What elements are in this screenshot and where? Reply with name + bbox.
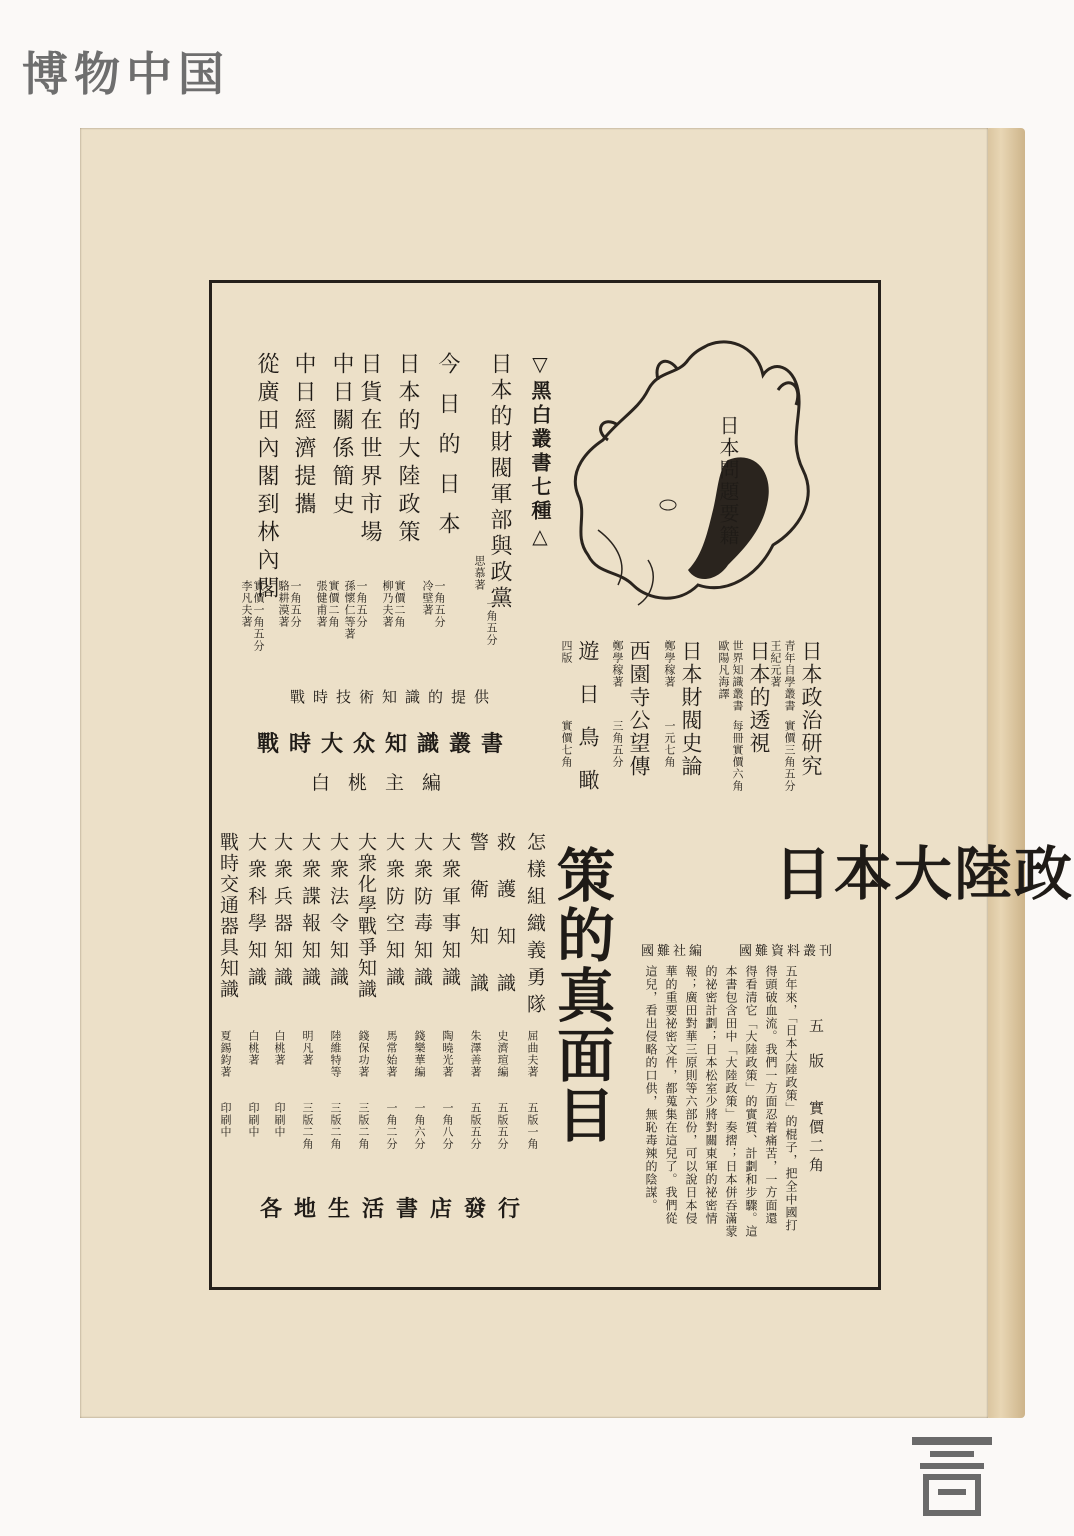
wartime-book-price: 一角八分 <box>441 1102 454 1150</box>
heibai-book-title: 日本的財閥軍部與政黨 <box>487 352 512 612</box>
wartime-series-title: 戰時大众知識叢書 <box>256 731 513 757</box>
heibai-book-author: 思慕著 <box>473 555 486 591</box>
wartime-book-author: 馬常始著 <box>385 1030 398 1078</box>
wartime-book-price: 三版二角 <box>357 1102 370 1150</box>
wartime-book-title: 大衆兵器知識 <box>271 832 293 994</box>
japan-book-note: 世界知識叢書 <box>731 640 744 712</box>
wartime-book-author: 明凡著 <box>301 1030 314 1066</box>
wartime-book-author: 史濟瑄編 <box>496 1030 509 1078</box>
featured-title-line1: 日本大陸政 <box>774 840 1074 908</box>
wartime-book-author: 錢樂華編 <box>413 1030 426 1078</box>
heibai-book-price: 一角五分 <box>355 580 368 628</box>
heibai-book-title: 從廣田內閣到林內閣 <box>254 352 279 604</box>
heibai-book-title: 中日關係簡史 <box>329 352 354 520</box>
wartime-book-price: 一角六分 <box>413 1102 426 1150</box>
heibai-book-price: 實價二角 <box>327 580 340 628</box>
wartime-book-title: 大衆防毒知識 <box>411 832 433 994</box>
heibai-book-price: 一角五分 <box>485 598 498 646</box>
japan-book-note: 青年自學叢書 <box>783 640 796 712</box>
japan-book-note: 歐陽凡海譯 <box>717 640 730 700</box>
japan-book-note: 四版 <box>560 640 573 664</box>
japan-book-price: 一元七角 <box>663 720 676 768</box>
wartime-book-price: 五版一角 <box>526 1102 539 1150</box>
wartime-book-title: 大衆諜報知識 <box>299 832 321 994</box>
heibai-book-title: 日貨在世界市場 <box>357 352 382 548</box>
heibai-book-price: 一角五分 <box>289 580 302 628</box>
japan-book-title: 遊日鳥瞰 <box>576 640 600 812</box>
wartime-book-title: 大衆法令知識 <box>327 832 349 994</box>
wartime-book-author: 夏錫鈞著 <box>219 1030 232 1078</box>
wartime-book-price: 三版二角 <box>329 1102 342 1150</box>
wartime-tagline: 戰時技術知識的提供 <box>290 688 498 706</box>
wartime-book-title: 救護知識 <box>494 832 516 1020</box>
heibai-book-title: 今日的日本 <box>435 352 460 552</box>
wartime-book-price: 五版五分 <box>469 1102 482 1150</box>
heibai-book-author: 駱耕漠著 <box>277 580 290 628</box>
heibai-book-title: 中日經濟提攜 <box>291 352 316 520</box>
heibai-book-author: 張健甫著 <box>315 580 328 628</box>
featured-series: 國難資料叢刊 <box>738 944 835 959</box>
heibai-book-price: 一角五分 <box>433 580 446 628</box>
featured-title-line2: 策的真面目 <box>547 845 615 1145</box>
wartime-book-price: 印刷中 <box>273 1102 286 1138</box>
japan-book-title: 日本財閥史論 <box>679 640 703 778</box>
wartime-book-price: 印刷中 <box>247 1102 260 1138</box>
japan-book-title: 日本政治研究 <box>799 640 823 778</box>
map-label: 日本問題要籍 <box>716 415 740 547</box>
heibai-book-author: 李凡夫著 <box>240 580 253 628</box>
wartime-book-title: 怎樣組織義勇隊 <box>524 832 546 1021</box>
heibai-book-price: 實價一角五分 <box>252 580 265 652</box>
wartime-book-title: 戰時交通器具知識 <box>217 832 239 1000</box>
watermark: 博物中国 <box>22 47 230 101</box>
featured-blurb-line: 本書包含田中「大陸政策」奏摺；日本併吞滿蒙 <box>724 965 738 1238</box>
wartime-book-title: 大衆防空知識 <box>383 832 405 994</box>
japan-book-title: 日本的透視 <box>747 640 771 755</box>
heibai-series-title: ▽黑白叢書七種△ <box>528 352 552 552</box>
wartime-book-price: 五版五分 <box>496 1102 509 1150</box>
wartime-book-price: 一角二分 <box>385 1102 398 1150</box>
wartime-book-price: 印刷中 <box>219 1102 232 1138</box>
wartime-book-author: 屈曲夫著 <box>526 1030 539 1078</box>
heibai-book-title: 日本的大陸政策 <box>395 352 420 548</box>
heibai-book-author: 柳乃夫著 <box>381 580 394 628</box>
wartime-book-title: 大衆軍事知識 <box>439 832 461 994</box>
heibai-book-price: 實價二角 <box>393 580 406 628</box>
adjacent-page-edge <box>985 128 1025 1418</box>
wartime-book-author: 陶曉光著 <box>441 1030 454 1078</box>
featured-blurb-line: 報；廣田對華三原則等六部份，可以說日本侵 <box>684 965 698 1225</box>
wartime-book-title: 警衛知識 <box>467 832 489 1020</box>
heibai-book-author: 孫懷仁等著 <box>343 580 356 640</box>
featured-blurb-line: 得看清它「大陸政策」的實質、計劃和步驟。這 <box>744 965 758 1238</box>
featured-edition: 五版 <box>807 1018 825 1088</box>
wartime-editor: 白桃主編 <box>310 772 459 794</box>
wartime-book-author: 錢保功著 <box>357 1030 370 1078</box>
japan-book-title: 西園寺公望傳 <box>627 640 651 778</box>
featured-blurb-line: 的祕密計劃；日本松室少將對關東軍的祕密情 <box>704 965 718 1225</box>
japan-book-price: 實價七角 <box>560 720 573 768</box>
wartime-book-title: 大衆化學戰爭知識 <box>355 832 377 1000</box>
wartime-book-price: 三版二角 <box>301 1102 314 1150</box>
featured-blurb-line: 五年來，「日本大陸政策」的棍子，把全中國打 <box>784 965 798 1232</box>
featured-blurb-line: 得頭破血流。我們一方面忍着痛苦，一方面還 <box>764 965 778 1225</box>
wartime-book-title: 大衆科學知識 <box>245 832 267 994</box>
wartime-book-author: 陸維特等 <box>329 1030 342 1078</box>
featured-blurb-line: 華的重要祕密文件，都蒐集在這兒了。我們從 <box>664 965 678 1225</box>
japan-book-price: 每冊實價六角 <box>731 720 744 792</box>
wartime-book-author: 白桃著 <box>273 1030 286 1066</box>
publisher-line: 各地生活書店發行 <box>260 1196 533 1222</box>
japan-book-note: 王紀元著 <box>769 640 782 688</box>
featured-editor: 國難社編 <box>640 944 705 959</box>
japan-book-note: 鄭學稼著 <box>663 640 676 688</box>
museum-logo-icon <box>902 1425 1002 1525</box>
featured-price: 實價二角 <box>807 1100 825 1176</box>
japan-book-price: 三角五分 <box>611 720 624 768</box>
wartime-book-author: 朱澤善著 <box>469 1030 482 1078</box>
japan-book-price: 實價三角五分 <box>783 720 796 792</box>
wartime-book-author: 白桃著 <box>247 1030 260 1066</box>
heibai-book-author: 冷壁著 <box>421 580 434 616</box>
featured-blurb-line: 這兒，看出侵略的口供，無恥毒辣的陰謀。 <box>644 965 658 1212</box>
japan-book-note: 鄭學稼著 <box>611 640 624 688</box>
